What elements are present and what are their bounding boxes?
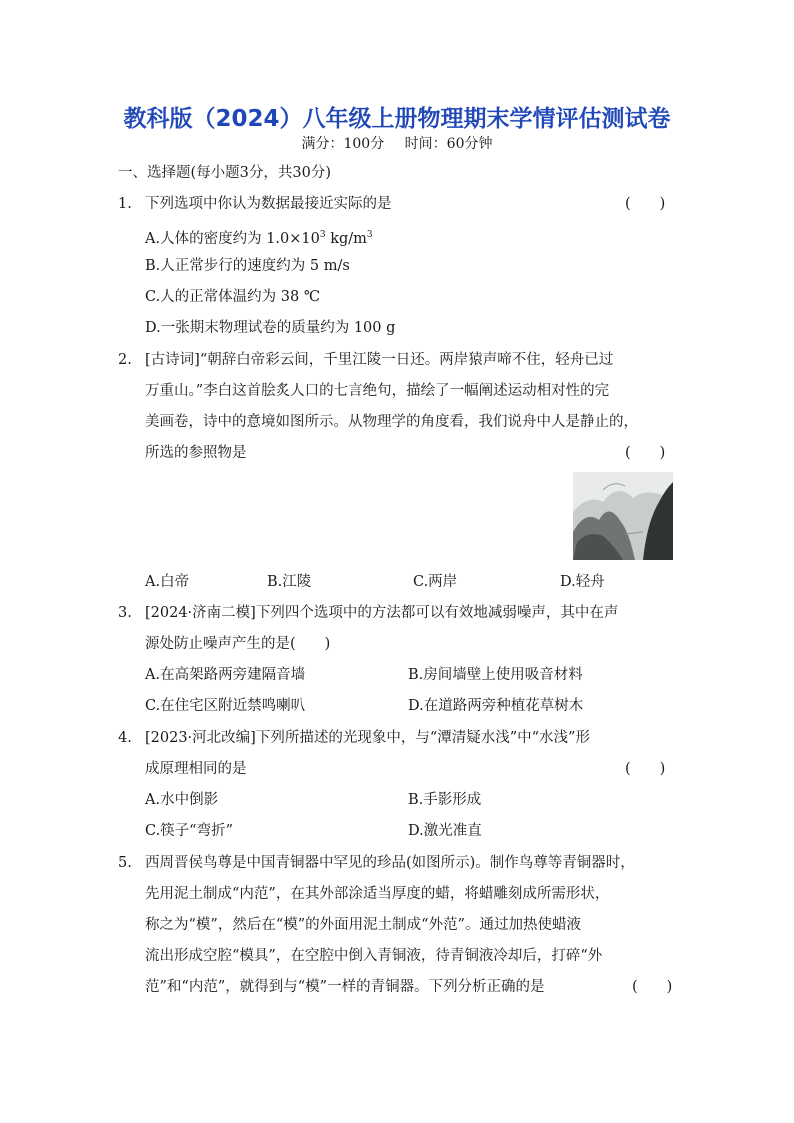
option-a[interactable]: A.白帝: [145, 574, 190, 590]
question-text: 美画卷，诗中的意境如图所示。从物理学的角度看，我们说舟中人是静止的，: [145, 414, 638, 430]
answer-bracket[interactable]: ( ): [625, 196, 666, 212]
answer-bracket[interactable]: ( ): [625, 445, 666, 461]
option-b[interactable]: B.江陵: [267, 574, 312, 590]
exam-title: 教科版（2024）八年级上册物理期末学情评估测试卷: [123, 106, 671, 132]
question-text: 称之为“模”，然后在“模”的外面用泥土制成“外范”。通过加热使蜡液: [145, 917, 581, 933]
question-text: 先用泥土制成“内范”，在其外部涂适当厚度的蜡，将蜡雕刻成所需形状，: [145, 886, 610, 902]
option-d[interactable]: D.激光准直: [408, 823, 482, 839]
option-d[interactable]: D.在道路两旁种植花草树木: [408, 698, 584, 714]
option-c[interactable]: C.两岸: [413, 574, 458, 590]
exam-time: 时间：60分钟: [404, 136, 493, 152]
question-number: 1.: [118, 196, 132, 212]
question-text: 范”和“内范”，就得到与“模”一样的青铜器。下列分析正确的是: [145, 979, 545, 995]
option-a[interactable]: A.在高架路两旁建隔音墙: [145, 667, 306, 683]
option-c[interactable]: C.人的正常体温约为 38 ℃: [145, 289, 321, 305]
answer-bracket[interactable]: ( ): [632, 979, 673, 995]
question-text: 下列选项中你认为数据最接近实际的是: [145, 196, 392, 212]
question-number: 4.: [118, 730, 132, 746]
section-title: 一、选择题(每小题3分，共30分): [118, 165, 331, 181]
option-c[interactable]: C.筷子“弯折”: [145, 823, 234, 839]
option-a[interactable]: A.人体的密度约为 $1.0\times 10^3$ $kg/m^3$: [145, 230, 373, 247]
full-score: 满分：100分: [301, 136, 385, 152]
question-text: 西周晋侯鸟尊是中国青铜器中罕见的珍品(如图所示)。制作鸟尊等青铜器时，: [145, 855, 635, 871]
question-text: [2023·河北改编]下列所描述的光现象中，与“潭清疑水浅”中“水浅”形: [145, 730, 590, 746]
option-b[interactable]: B.房间墙壁上使用吸音材料: [408, 667, 583, 683]
answer-bracket[interactable]: ( ): [625, 761, 666, 777]
exam-subtitle: [0, 133, 794, 153]
question-number: 2.: [118, 352, 132, 368]
question-number: 5.: [118, 855, 132, 871]
question-text: 流出形成空腔“模具”，在空腔中倒入青铜液，待青铜液冷却后，打碎“外: [145, 948, 603, 964]
question-text: 万重山。”李白这首脍炙人口的七言绝句，描绘了一幅阐述运动相对性的完: [145, 383, 610, 399]
option-c[interactable]: C.在住宅区附近禁鸣喇叭: [145, 698, 306, 714]
option-b[interactable]: B.人正常步行的速度约为 5 m/s: [145, 258, 350, 274]
question-text: 成原理相同的是: [145, 761, 247, 777]
option-b[interactable]: B.手影形成: [408, 792, 482, 808]
question-text: [古诗词]“朝辞白帝彩云间，千里江陵一日还。两岸猿声啼不住，轻舟已过: [145, 352, 614, 368]
question-text: 源处防止噪声产生的是( ): [145, 636, 331, 652]
question-text: [2024·济南二模]下列四个选项中的方法都可以有效地减弱噪声，其中在声: [145, 605, 619, 621]
landscape-painting-image: [573, 472, 673, 560]
option-d[interactable]: D.轻舟: [560, 574, 605, 590]
question-text: 所选的参照物是: [145, 445, 247, 461]
option-d[interactable]: D.一张期末物理试卷的质量约为 100 g: [145, 320, 396, 336]
option-a[interactable]: A.水中倒影: [145, 792, 219, 808]
question-number: 3.: [118, 605, 132, 621]
